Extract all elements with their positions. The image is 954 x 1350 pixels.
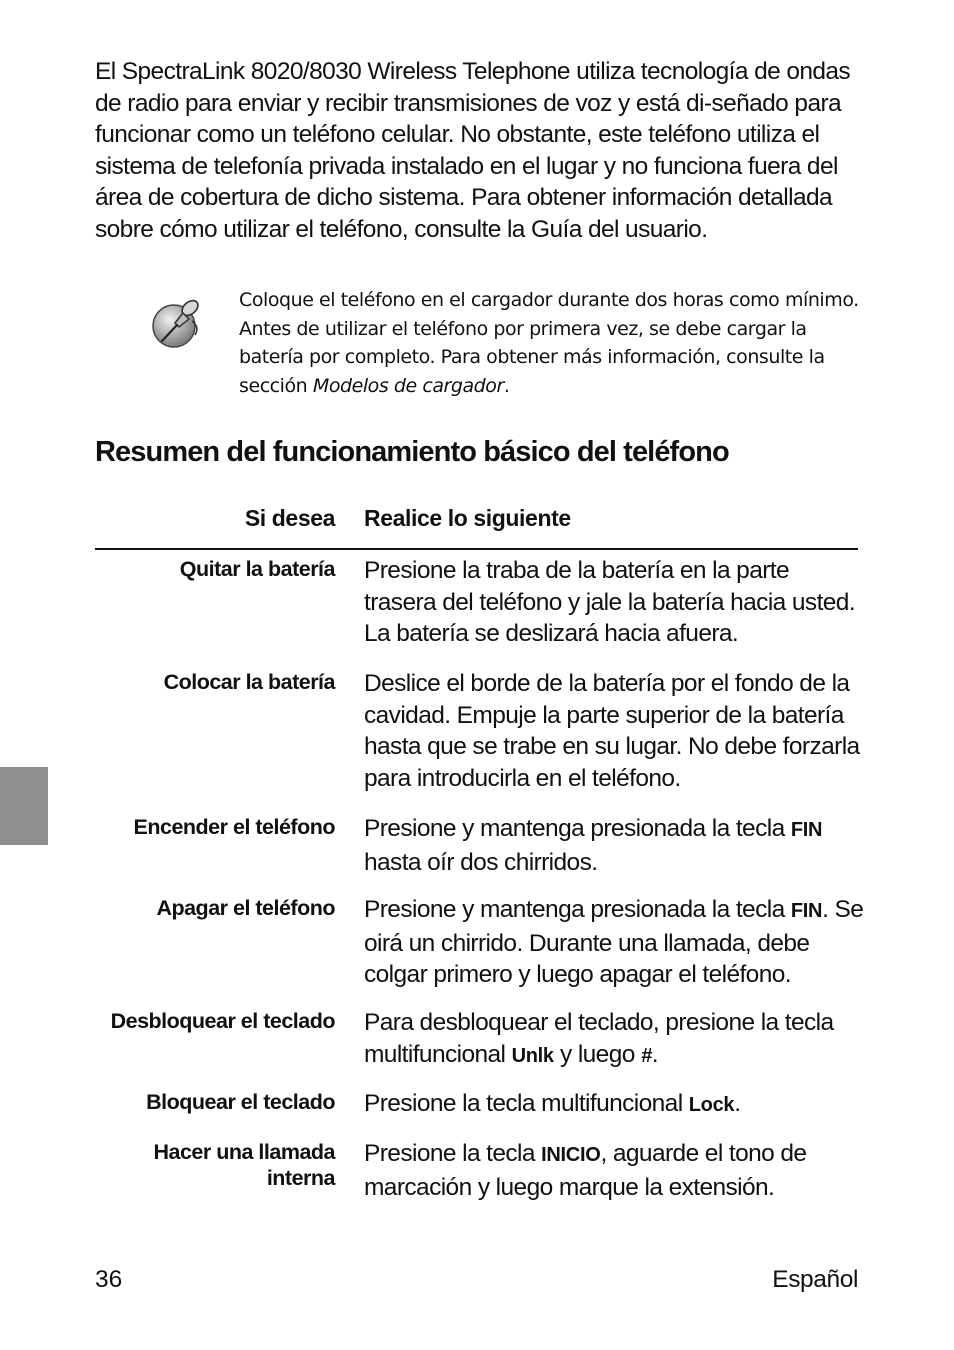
row-label-power-on: Encender el teléfono (133, 815, 335, 839)
row-label-unlock-keypad: Desbloquear el teclado (110, 1009, 335, 1033)
key-inicio: INICIO (541, 1144, 601, 1166)
table-header-right: Realice lo siguiente (364, 505, 571, 531)
row-label-insert-battery: Colocar la batería (163, 670, 335, 694)
page-number: 36 (95, 1266, 123, 1293)
key-unlk: Unlk (511, 1044, 554, 1067)
row-label-internal-call: Hacer una llamada interna (153, 1140, 335, 1190)
table-header-left: Si desea (244, 505, 335, 531)
key-fin: FIN (790, 900, 823, 922)
footer-language: Español (772, 1266, 858, 1293)
row-desc-internal-call: Presione la tecla INICIO, aguarde el tono de marcación y luego marque la extensión. (364, 1140, 807, 1201)
row-desc-power-on: Presione y mantenga presionada la tecla FIN hasta oír dos chirridos. (364, 815, 823, 876)
section-title: Resumen del funcionamiento básico del teléfono (95, 436, 729, 468)
row-desc-power-off: Presione y mantenga presionada la tecla FIN. Se oirá un chirrido. Durante una llamada, debe colgar primero y luego apagar el teléfono. (364, 896, 864, 989)
key-fin: FIN (790, 819, 823, 841)
row-desc-lock-keypad: Presione la tecla multifuncional Lock. (364, 1090, 741, 1117)
key-lock: Lock (688, 1094, 735, 1116)
row-label-power-off: Apagar el teléfono (156, 896, 335, 920)
key-hash: # (640, 1044, 652, 1067)
pushpin-note-icon (148, 293, 208, 353)
table-header-rule (95, 548, 858, 550)
row-desc-unlock-keypad: Para desbloquear el teclado, presione la tecla multifuncional Unlk y luego #. (364, 1009, 834, 1068)
row-label-lock-keypad: Bloquear el teclado (146, 1090, 335, 1114)
charger-models-reference: Modelos de cargador (312, 374, 504, 397)
note-text: Coloque el teléfono en el cargador durante dos horas como mínimo. Antes de utilizar el teléfono por primera vez, se debe cargar la batería por completo. Para obtener más información, consulte la sección Modelos de cargador. (239, 289, 859, 397)
row-desc-insert-battery: Deslice el borde de la batería por el fondo de la cavidad. Empuje la parte superior de la batería hasta que se trabe en su lugar. No debe forzarla para introducirla en el teléfono. (364, 670, 860, 792)
chapter-tab (0, 767, 48, 845)
intro-paragraph: El SpectraLink 8020/8030 Wireless Telephone utiliza tecnología de ondas de radio para enviar y recibir transmisiones de voz y está di-señado para funcionar como un teléfono celular. No obstante, este teléfono utiliza el sistema de telefonía privada instalado en el lugar y no funciona fuera del área de cobertura de dicho sistema. Para obtener información detallada sobre cómo utilizar el teléfono, consulte la Guía del usuario. (95, 58, 851, 243)
row-label-remove-battery: Quitar la batería (179, 557, 335, 581)
row-desc-remove-battery: Presione la traba de la batería en la parte trasera del teléfono y jale la batería hacia usted. La batería se deslizará hacia afuera. (364, 557, 856, 648)
